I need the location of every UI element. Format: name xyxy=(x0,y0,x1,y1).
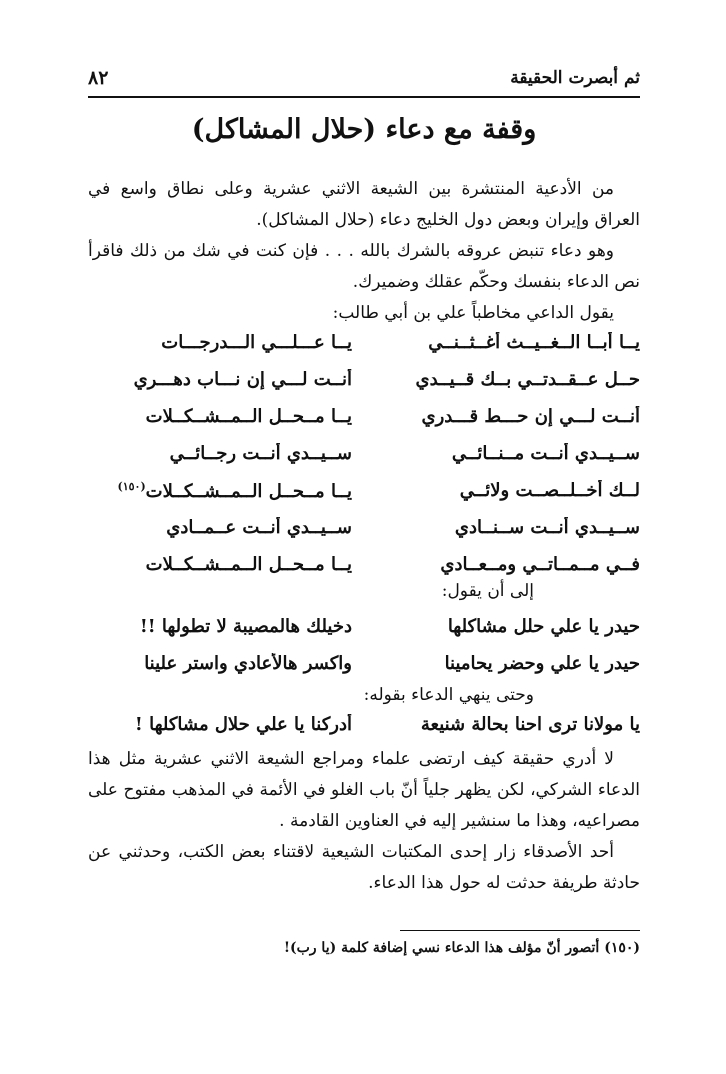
verse-second-hemistich xyxy=(88,653,380,674)
verse-second-hemistich-text: أدركنا يا علي حلال مشاكلها ! xyxy=(134,714,352,735)
verse-second-hemistich xyxy=(88,332,380,353)
verse-second-hemistich xyxy=(88,554,380,575)
verse-line xyxy=(88,706,640,743)
verse-line xyxy=(88,398,640,435)
verse-first-hemistich: يا مولانا ترى احنا بحالة شنيعة xyxy=(420,714,640,735)
page-number: ٨٢ xyxy=(88,67,109,89)
verse-first-hemistich: ســيــدي أنــت ســنــادي xyxy=(454,517,640,538)
verse-second-hemistich-text: يــا مــحــل الــمــشــكــلات xyxy=(145,554,352,575)
poem-3 xyxy=(88,706,640,743)
verse-line xyxy=(88,435,640,472)
verse-second-hemistich xyxy=(88,406,380,427)
chapter-title: وقفة مع دعاء (حلال المشاكل) xyxy=(191,114,537,145)
verse-second-hemistich-text: يــا مــحــل الــمــشــكــلات xyxy=(145,406,352,427)
transition-1: إلى أن يقول: xyxy=(441,581,534,601)
running-header xyxy=(88,60,640,98)
verse-line xyxy=(88,608,640,645)
verse-first-hemistich: حيدر يا علي وحضر يحامينا xyxy=(444,653,640,674)
verse-second-hemistich-text: ســيــدي أنــت رجــائــي xyxy=(169,443,352,464)
footnote-marker: (١٥٠) xyxy=(604,940,640,956)
verse-second-hemistich xyxy=(88,714,380,735)
footnote-reference: (١٥٠) xyxy=(117,479,146,493)
verse-second-hemistich xyxy=(88,443,380,464)
verse-line xyxy=(88,472,640,509)
verse-line xyxy=(88,324,640,361)
book-title: ثم أبصرت الحقيقة xyxy=(510,68,640,88)
verse-first-hemistich: حــل عــقــدتــي بــك قــيــدي xyxy=(415,369,640,390)
verse-second-hemistich-text: واكسر هالأعادي واستر علينا xyxy=(144,653,352,674)
verse-second-hemistich-text: أنــت لـــي إن نـــاب دهـــري xyxy=(133,369,352,390)
transition-2: وحتى ينهي الدعاء بقوله: xyxy=(363,685,534,705)
verse-second-hemistich xyxy=(88,480,380,502)
verse-first-hemistich: فــي مــمــاتــي ومــعــادي xyxy=(440,554,640,575)
closing-section xyxy=(88,744,640,899)
verse-line xyxy=(88,361,640,398)
verse-first-hemistich: ســيــدي أنــت مــنــائــي xyxy=(451,443,640,464)
verse-second-hemistich xyxy=(88,369,380,390)
verse-line xyxy=(88,509,640,546)
poem-2 xyxy=(88,608,640,682)
closing-paragraph-2: أحد الأصدقاء زار إحدى المكتبات الشيعية لاقتناء بعض الكتب، وحدثني عن حادثة طريفة حدثت له حول هذا الدعاء. xyxy=(88,842,640,893)
verse-second-hemistich xyxy=(88,616,380,637)
intro-paragraph-2: وهو دعاء تنبض عروقه بالشرك بالله . . . فإن كنت في شك من ذلك فاقرأ نص الدعاء بنفسك وحكّم عقلك وضميرك. xyxy=(88,241,640,292)
verse-second-hemistich xyxy=(88,517,380,538)
verse-first-hemistich: حيدر يا علي حلل مشاكلها xyxy=(447,616,640,637)
footnote xyxy=(88,940,640,956)
footnote-text: أتصور أنّ مؤلف هذا الدعاء نسي إضافة كلمة (يا رب)! xyxy=(283,940,600,956)
intro-paragraph-3: يقول الداعي مخاطباً علي بن أبي طالب: xyxy=(332,303,614,323)
verse-line xyxy=(88,645,640,682)
intro-paragraph-1: من الأدعية المنتشرة بين الشيعة الاثني عشرية وعلى نطاق واسع في العراق وإيران وبعض دول الخليج دعاء (حلال المشاكل). xyxy=(88,179,640,230)
verse-second-hemistich-text: يــا مــحــل الــمــشــكــلات xyxy=(145,480,352,502)
closing-paragraph-1: لا أدري حقيقة كيف ارتضى علماء ومراجع الشيعة الاثني عشرية مثل هذا الدعاء الشركي، لكن يظهر جلياً أنّ باب الغلو في الأئمة في المذهب مفتوح على مصراعيه، وهذا ما سنشير إليه في العناوين القادمة . xyxy=(88,749,640,831)
verse-second-hemistich-text: دخيلك هالمصيبة لا تطولها !! xyxy=(139,616,352,637)
footnote-divider xyxy=(400,930,640,931)
verse-first-hemistich: يــا أبــا الــغــيــث أغــثــنــي xyxy=(428,332,640,353)
verse-second-hemistich-text: يــا عـــلـــي الـــدرجـــات xyxy=(161,332,352,353)
verse-first-hemistich: لــك أخــلــصــت ولائــي xyxy=(459,480,640,501)
poem-1 xyxy=(88,324,640,583)
verse-second-hemistich-text: ســيــدي أنــت عــمــادي xyxy=(166,517,352,538)
intro-section xyxy=(88,174,640,329)
verse-first-hemistich: أنــت لـــي إن حـــط قـــدري xyxy=(421,406,640,427)
transition-1-block xyxy=(88,576,640,607)
